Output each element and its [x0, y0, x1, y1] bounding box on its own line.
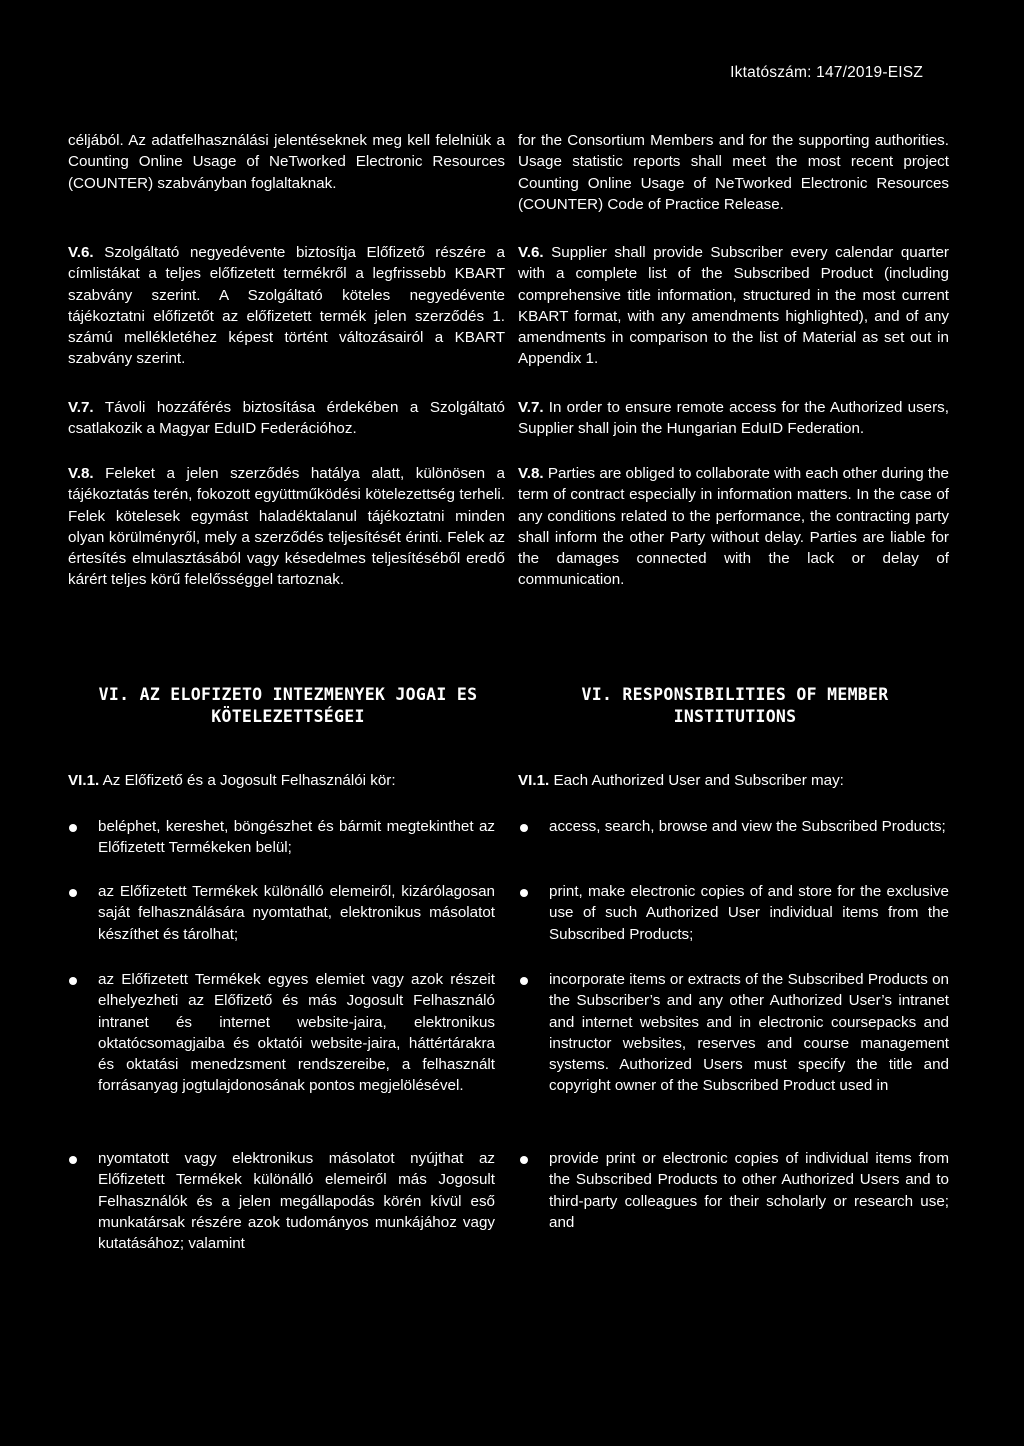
bullet-item-hu: beléphet, kereshet, böngészhet és bármit megtekinthet az Előfizetett Termékeken belül; [98, 818, 495, 857]
section-v8-hu [68, 463, 505, 591]
bullet-icon [520, 977, 528, 985]
bullet-item-hu: az Előfizetett Termékek különálló elemeiről, kizárólagosan saját felhasználására nyomtathat, elektronikus másolatot készíthet és tárolhat; [98, 883, 495, 943]
chapter-heading-hu: VI. AZ ELOFIZETO INTEZMENYEK JOGAI ES KÖTELEZETTSÉGEI [98, 685, 478, 726]
section-v8-en [518, 463, 949, 591]
bullet-icon [69, 889, 77, 897]
section-number: V.6. [518, 244, 544, 261]
bullet-icon [520, 1156, 528, 1164]
section-v6-en [518, 242, 949, 370]
bullet-item-hu: nyomtatott vagy elektronikus másolatot nyújthat az Előfizetett Termékek különálló elemeiről más Jogosult Felhasználók és a jelen megállapodás körén kívül eső munkatársak részére azok tudományos munkájához vagy kutatásához; valamint [98, 1150, 495, 1253]
section-text: Supplier shall provide Subscriber every calendar quarter with a complete list of the Subscribed Product (including comprehensive title information, structured in the most current KBART format, with any amendments highlighted), and of any amendments in comparison to the list of Material as set out in Appendix 1. [518, 244, 949, 368]
section-number: V.8. [518, 465, 544, 482]
section-text: Távoli hozzáférés biztosítása érdekében a Szolgáltató csatlakozik a Magyar EduID Federációhoz. [68, 399, 505, 438]
continuation-en: for the Consortium Members and for the supporting authorities. Usage statistic reports shall meet the most recent project Counting Online Usage of NeTworked Electronic Resources (COUNTER) Code of Practice Release. [518, 132, 949, 213]
intro-en [518, 770, 949, 791]
section-number: VI.1. [68, 772, 100, 789]
section-number: V.7. [518, 399, 544, 416]
bullet-item-en: incorporate items or extracts of the Subscribed Products on the Subscriber’s and any other Authorized User’s intranet and internet websites and in electronic coursepacks and instructor websites, reserves and course management systems. Authorized Users must specify the title and copyright owner of the Subscribed Product used in [549, 971, 949, 1095]
bullet-item-en: print, make electronic copies of and store for the exclusive use of such Authorized User individual items from the Subscribed Products; [549, 883, 949, 943]
bullet-icon [520, 824, 528, 832]
section-number: V.8. [68, 465, 94, 482]
intro-text: Az Előfizető és a Jogosult Felhasználói kör: [102, 772, 396, 789]
continuation-hu: céljából. Az adatfelhasználási jelentéseknek meg kell felelniük a Counting Online Usage of NeTworked Electronic Resources (COUNTER) szabványban foglaltaknak. [68, 132, 505, 192]
intro-text: Each Authorized User and Subscriber may: [553, 772, 844, 789]
bullet-icon [520, 889, 528, 897]
section-number: V.7. [68, 399, 94, 416]
bullet-icon [69, 824, 77, 832]
bullet-icon [69, 977, 77, 985]
bullet-icon [69, 1156, 77, 1164]
section-v7-hu [68, 397, 505, 440]
section-text: Feleket a jelen szerződés hatálya alatt, különösen a tájékoztatás terén, fokozott együttműködési kötelezettség terheli. Felek kötelesek egymást haladéktalanul tájékoztatni minden olyan körülményről, mely a szerződés teljesítését érinti. Felek az értesítés elmulasztásából vagy késedelmes teljesítéséből eredő kárért teljes körű felelősséggel tartoznak. [68, 465, 505, 589]
section-text: Szolgáltató negyedévente biztosítja Előfizető részére a címlistákat a teljes előfizetett termékről a legfrissebb KBART szabvány szerint. A Szolgáltató köteles negyedévente tájékoztatni előfizetőt az előfizetett termék jelen szerződés 1. számú mellékletéhez képest történt változásairól a KBART szabvány szerint. [68, 244, 505, 368]
intro-hu [68, 770, 505, 791]
section-text: In order to ensure remote access for the Authorized users, Supplier shall join the Hungarian EduID Federation. [518, 399, 949, 438]
chapter-heading-en: VI. RESPONSIBILITIES OF MEMBER INSTITUTIONS [581, 685, 889, 726]
bullet-item-en: access, search, browse and view the Subscribed Products; [549, 818, 946, 835]
section-number: V.6. [68, 244, 94, 261]
bullet-item-hu: az Előfizetett Termékek egyes elemiet vagy azok részeit elhelyezheti az Előfizető és más Jogosult Felhasználó intranet és internet website-jaira, elektronikus oktatócsomagjaiba és oktatói website-jaira, háttértárakra és oktatási menedzsment rendszereibe, a felhasznált forrásanyag jogtulajdonosának pontos megjelölésével. [98, 971, 495, 1095]
section-v6-hu [68, 242, 505, 370]
bullet-item-en: provide print or electronic copies of individual items from the Subscribed Products to other Authorized Users and to third-party colleagues for their scholarly or research use; and [549, 1150, 949, 1231]
section-number: VI.1. [518, 772, 550, 789]
registration-number: Iktatószám: 147/2019-EISZ [730, 64, 923, 81]
section-v7-en [518, 397, 949, 440]
section-text: Parties are obliged to collaborate with each other during the term of contract especially in information matters. In the case of any conditions related to the performance, the contracting party shall inform the other Party without delay. Parties are liable for the damages connected with the lack or delay of communication. [518, 465, 949, 589]
